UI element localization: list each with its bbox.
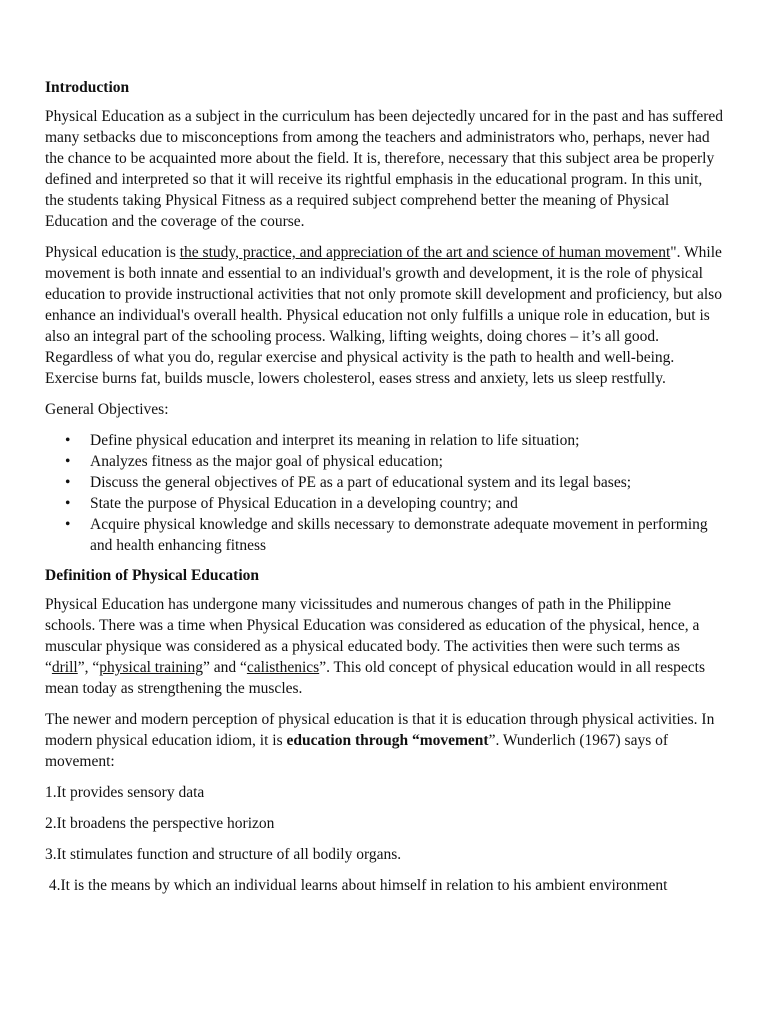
objectives-label: General Objectives: xyxy=(45,401,169,418)
movement-item-1: 1.It provides sensory data xyxy=(45,784,205,801)
list-item xyxy=(65,451,725,472)
introduction-heading: Introduction xyxy=(45,79,130,96)
term-drill: drill xyxy=(51,659,78,676)
term-calisthenics: calisthenics xyxy=(246,659,320,676)
document-page xyxy=(45,77,725,906)
definition-text-end: ”. Wunderlich (1967) says of movement: xyxy=(45,732,669,770)
pe-definition-underlined: the study, practice, and appreciation of the art and science of human movement xyxy=(179,244,671,261)
list-item xyxy=(65,493,725,514)
pe-definition-lead: Physical education is xyxy=(45,244,180,261)
bullet-icon: • xyxy=(65,495,71,512)
definition-text: The newer and modern perception of physical education is that it is education through physical activities. In modern physical education idiom, it is xyxy=(45,711,715,749)
bullet-icon: • xyxy=(65,474,71,491)
list-item xyxy=(65,430,725,451)
bullet-icon: • xyxy=(65,432,71,449)
objective-text: Analyzes fitness as the major goal of physical education; xyxy=(90,453,443,470)
bold-phrase: education through “movement xyxy=(286,732,489,749)
term-physical-training: physical training xyxy=(99,659,203,676)
objective-text: State the purpose of Physical Education in a developing country; and xyxy=(90,495,518,512)
objective-text: Acquire physical knowledge and skills necessary to demonstrate adequate movement in performing and health enhancing fitness xyxy=(90,516,708,554)
bullet-icon: • xyxy=(65,516,71,533)
objective-text: Discuss the general objectives of PE as a part of educational system and its legal bases; xyxy=(90,474,632,491)
separator: ” and “ xyxy=(203,659,247,676)
objectives-list xyxy=(45,430,725,556)
movement-item-3: 3.It stimulates function and structure of all bodily organs. xyxy=(45,846,402,863)
definition-text-end: ”. This old concept of physical education would in all respects mean today as strengthening the muscles. xyxy=(45,659,706,697)
pe-definition-rest: ". While movement is both innate and essential to an individual's growth and development, it is the role of physical education to provide instructional activities that not only promote skill development and proficiency, but also enhance an individual's overall health. Physical education not only fulfills a unique role in education, but is also an integral part of the schooling process. Walking, lifting weights, doing chores – it’s all good. Regardless of what you do, regular exercise and physical activity is the path to health and well-being. Exercise burns fat, builds muscle, lowers cholesterol, eases stress and anxiety, lets us sleep restfully. xyxy=(45,244,722,387)
movement-item-2: 2.It broadens the perspective horizon xyxy=(45,815,275,832)
definition-paragraph-2 xyxy=(45,709,725,772)
definition-paragraph-1 xyxy=(45,594,725,699)
list-item xyxy=(65,514,725,556)
list-item xyxy=(65,472,725,493)
bullet-icon: • xyxy=(65,453,71,470)
definition-heading: Definition of Physical Education xyxy=(45,567,260,584)
objective-text: Define physical education and interpret its meaning in relation to life situation; xyxy=(90,432,580,449)
introduction-paragraph: Physical Education as a subject in the curriculum has been dejectedly uncared for in the past and has suffered many setbacks due to misconceptions from among the teachers and administrators who, perhaps, never had the chance to be acquainted more about the field. It is, therefore, necessary that this subject area be properly defined and interpreted so that it will receive its rightful emphasis in the educational program. In this unit, the students taking Physical Fitness as a required subject comprehend better the meaning of Physical Education and the coverage of the course. xyxy=(45,108,724,230)
movement-item-4: 4.It is the means by which an individual learns about himself in relation to his ambient environment xyxy=(45,877,668,894)
pe-definition-paragraph xyxy=(45,242,725,389)
definition-text: Physical Education has undergone many vicissitudes and numerous changes of path in the Philippine schools. There was a time when Physical Education was considered as education of the physical, hence, a muscular physique was considered as a physical educated body. The activities then were such terms as “ xyxy=(45,596,700,676)
separator: ”, “ xyxy=(77,659,100,676)
